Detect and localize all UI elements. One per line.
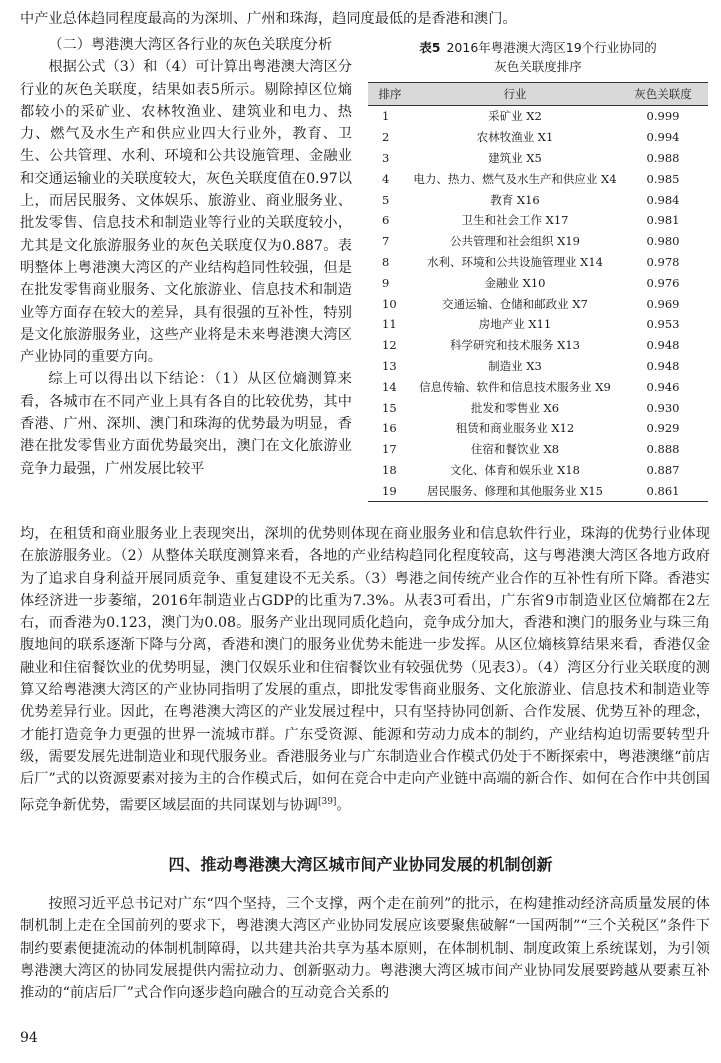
- value-cell: 0.978: [646, 254, 680, 269]
- industry-cell: 制造业 X3: [488, 358, 542, 373]
- industry-cell: 文化、体育和娱乐业 X18: [450, 462, 580, 477]
- table-row: [368, 210, 708, 231]
- table-header-row: [368, 83, 708, 106]
- subsection-heading: （二）粤港澳大湾区各行业的灰色关联度分析: [48, 37, 333, 53]
- rank-cell: 8: [382, 254, 390, 269]
- rank-cell: 5: [382, 192, 390, 207]
- value-cell: 0.985: [646, 171, 680, 186]
- value-cell: 0.981: [646, 213, 680, 228]
- value-cell: 0.976: [646, 275, 680, 290]
- value-cell: 0.861: [618, 480, 708, 501]
- page-number: 94: [20, 1030, 38, 1046]
- rank-cell: 4: [382, 171, 390, 186]
- rank-cell: 7: [382, 234, 390, 249]
- table-row: [368, 460, 708, 481]
- rank-cell: 19: [368, 480, 412, 501]
- table-row: [368, 293, 708, 314]
- table-row: [368, 439, 708, 460]
- value-cell: 0.988: [646, 150, 680, 165]
- section-heading: 四、推动粤港澳大湾区城市间产业协同发展的机制创新: [168, 855, 553, 874]
- industry-cell: 卫生和社会工作 X17: [461, 213, 569, 228]
- table-row: [368, 168, 708, 189]
- header-industry: 行业: [412, 83, 618, 106]
- industry-cell: 采矿业 X2: [488, 109, 542, 124]
- industry-cell: 居民服务、修理和其他服务业 X15: [412, 480, 618, 501]
- table-title-line-2: 灰色关联度排序: [494, 59, 582, 74]
- relevance-table: [368, 82, 708, 502]
- rank-cell: 6: [382, 213, 390, 228]
- table-row: [368, 418, 708, 439]
- table-row: [368, 127, 708, 148]
- full-paragraph-1: [20, 523, 710, 817]
- rank-cell: 17: [382, 442, 397, 457]
- value-cell: 0.888: [646, 442, 680, 457]
- value-cell: 0.929: [646, 421, 680, 436]
- rank-cell: 9: [382, 275, 390, 290]
- industry-cell: 科学研究和技术服务 X13: [450, 338, 580, 353]
- industry-cell: 房地产业 X11: [478, 317, 552, 332]
- table-row: [368, 231, 708, 252]
- industry-cell: 交通运输、仓储和邮政业 X7: [442, 296, 588, 311]
- rank-cell: 1: [382, 109, 390, 124]
- value-cell: 0.948: [646, 358, 680, 373]
- value-cell: 0.980: [646, 234, 680, 249]
- table-body: [368, 106, 708, 502]
- table-row: [368, 356, 708, 377]
- value-cell: 0.930: [646, 400, 680, 415]
- industry-cell: 住宿和餐饮业 X8: [470, 442, 560, 457]
- rank-cell: 10: [382, 296, 397, 311]
- industry-cell: 农林牧渔业 X1: [476, 130, 554, 145]
- rank-cell: 14: [382, 379, 397, 394]
- rank-cell: 3: [382, 150, 390, 165]
- table-row: [368, 480, 708, 501]
- table-title-line-1: 2016年粤港澳大湾区19个行业协同的: [446, 40, 657, 55]
- value-cell: 0.953: [646, 317, 680, 332]
- table-label: 表5: [419, 40, 441, 55]
- table-title: [368, 38, 708, 76]
- table-row: [368, 376, 708, 397]
- left-paragraph-1: 根据公式（3）和（4）可计算出粤港澳大湾区分行业的灰色关联度，结果如表5所示。剔除掉区位熵都较小的采矿业、农林牧渔业、建筑业和电力、热力、燃气及水生产和供应业四大行业外，教育、卫生、公共管理、水利、环境和公共设施管理、金融业和交通运输业的关联度较大，灰色关联度值在0.97以上，而居民服务、文体娱乐、旅游业、商业服务业、批发零售、信息技术和制造业等行业的关联度较小，尤其是文化旅游服务业的灰色关联度仅为0.887。表明整体上粤港澳大湾区的产业结构趋同性较强，但是在批发零售商业服务、文化旅游业、信息技术和制造业等方面存在较大的差异，具有很强的互补性，特别是文化旅游服务业，这些产业将是未来粤港澳大湾区产业协同的重要方向。: [20, 59, 352, 366]
- industry-cell: 租赁和商业服务业 X12: [455, 421, 575, 436]
- value-cell: 0.946: [646, 379, 680, 394]
- industry-cell: 批发和零售业 X6: [470, 400, 560, 415]
- rank-cell: 12: [382, 338, 397, 353]
- value-cell: 0.999: [646, 109, 680, 124]
- table-row: [368, 397, 708, 418]
- header-rank: 排序: [368, 83, 412, 106]
- table-row: [368, 106, 708, 127]
- value-cell: 0.984: [646, 192, 680, 207]
- full-paragraph-2: 按照习近平总书记对广东“四个坚持，三个支撑，两个走在前列”的批示，在构建推动经济高质量发展的体制机制上走在全国前列的要求下，粤港澳大湾区产业协同发展应该要聚焦破解“一国两制”“三个关税区”条件下制约要素便捷流动的体制机制障碍，以共建共治共享为基本原则，在体制机制、制度政策上系统谋划，为引领粤港澳大湾区的协同发展提供内需拉动力、创新驱动力。粤港澳大湾区城市间产业协同发展要跨越从要素互补推动的“前店后厂”式合作向逐步趋向融合的互动竞合关系的: [20, 896, 710, 1002]
- full-paragraph-1-end: 。: [336, 797, 351, 814]
- left-column: [20, 34, 352, 480]
- industry-cell: 水利、环境和公共设施管理业 X14: [427, 254, 603, 269]
- value-cell: 0.994: [646, 130, 680, 145]
- value-cell: 0.969: [646, 296, 680, 311]
- industry-cell: 电力、热力、燃气及水生产和供应业 X4: [413, 171, 617, 186]
- table-row: [368, 314, 708, 335]
- full-paragraph-1-text: 均，在租赁和商业服务业上表现突出，深圳的优势则体现在商业服务业和信息软件行业，珠海的优势行业体现在旅游服务业。（2）从整体关联度测算来看，各地的产业结构趋同化程度较高，这与粤港澳大湾区各地方政府为了追求自身利益开展同质竞争、重复建设不无关系。（3）粤港之间传统产业合作的互补性有所下降。香港实体经济进一步萎缩，2016年制造业占GDP的比重为7.3%。从表3可看出，广东省9市制造业区位熵都在2左右，而香港为0.123，澳门为0.08。服务产业出现同质化趋向，竞争成分加大，香港和澳门的服务业与珠三角腹地间的联系逐渐下降与分离，香港和澳门的服务业优势未能进一步发挥。从区位熵核算结果来看，香港仅金融业和住宿餐饮业的优势明显，澳门仅娱乐业和住宿餐饮业有较强优势（见表3）。（4）湾区分行业关联度的测算又给粤港澳大湾区的产业协同指明了发展的重点，即批发零售商业服务、文化旅游业、信息技术和制造业等优势差异行业。因此，在粤港澳大湾区的产业发展过程中，只有坚持协同创新、合作发展、优势互补的理念，才能打造竞争力更强的世界一流城市群。广东受资源、能源和劳动力成本的制约，产业结构迫切需要转型升级，需要发展先进制造业和现代服务业。香港服务业与广东制造业合作模式仍处于不断探索中，粤港澳继“前店后厂”式的以资源要素对接为主的合作模式后，如何在竞合中走向产业链中高端的新合作、如何在合作中共创国际竞争新优势，需要区域层面的共同谋划与协调: [20, 526, 710, 814]
- rank-cell: 15: [382, 400, 397, 415]
- top-line-text: 中产业总体趋同程度最高的为深圳、广州和珠海，趋同度最低的是香港和澳门。: [20, 11, 517, 27]
- table-row: [368, 252, 708, 273]
- table-row: [368, 272, 708, 293]
- rank-cell: 2: [382, 130, 390, 145]
- rank-cell: 11: [382, 317, 397, 332]
- industry-cell: 信息传输、软件和信息技术服务业 X9: [419, 379, 611, 394]
- industry-cell: 公共管理和社会组织 X19: [450, 234, 580, 249]
- citation-39: [39]: [317, 796, 337, 807]
- left-paragraph-2: 综上可以得出以下结论：（1）从区位熵测算来看，各城市在不同产业上具有各自的比较优势，其中香港、广州、深圳、澳门和珠海的优势最为明显，香港在批发零售业方面优势最突出，澳门在文化旅游业竞争力最强，广州发展比较平: [20, 371, 352, 477]
- value-cell: 0.948: [646, 338, 680, 353]
- table-row: [368, 335, 708, 356]
- header-value: 灰色关联度: [618, 83, 708, 106]
- industry-cell: 金融业 X10: [484, 275, 546, 290]
- industry-cell: 建筑业 X5: [488, 150, 542, 165]
- rank-cell: 18: [382, 462, 397, 477]
- rank-cell: 16: [382, 421, 397, 436]
- rank-cell: 13: [382, 358, 397, 373]
- table-row: [368, 189, 708, 210]
- industry-cell: 教育 X16: [490, 192, 540, 207]
- table-5: [368, 38, 708, 502]
- value-cell: 0.887: [646, 462, 680, 477]
- table-row: [368, 148, 708, 169]
